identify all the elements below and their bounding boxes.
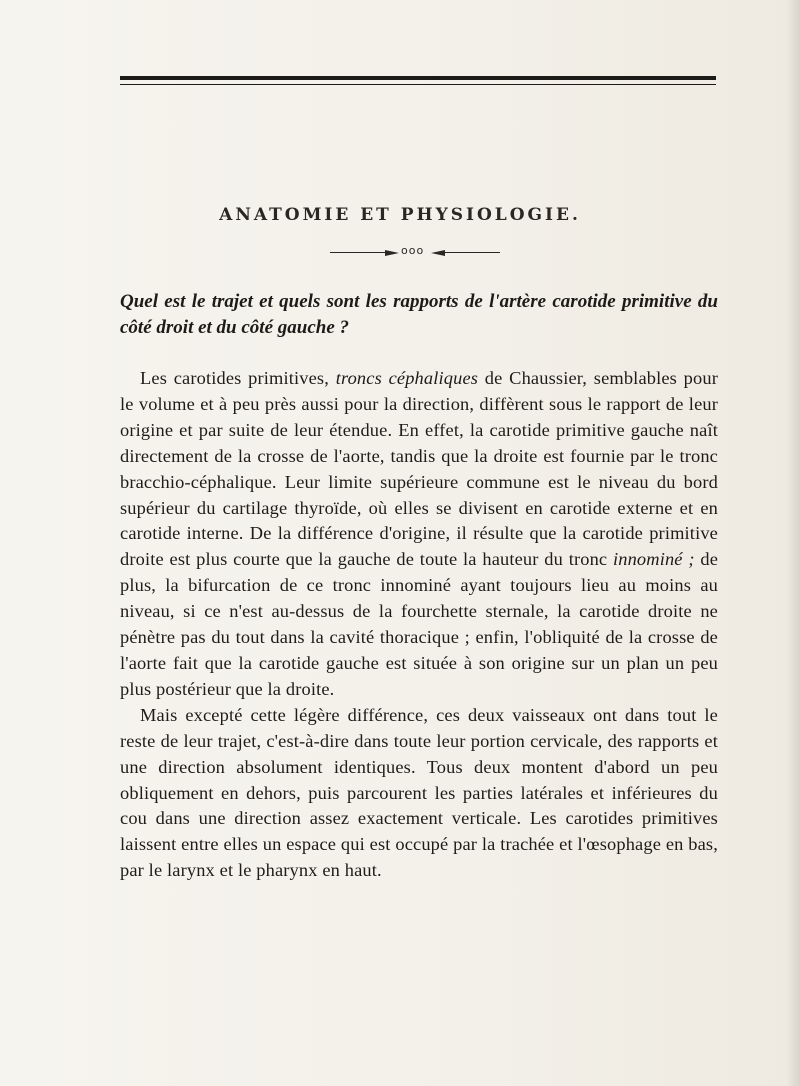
ornament-wedge-left xyxy=(385,250,399,256)
section-heading: ANATOMIE ET PHYSIOLOGIE. xyxy=(219,205,581,225)
body-text xyxy=(120,366,718,884)
top-rule-thick xyxy=(120,76,716,80)
ornament-wedge-right xyxy=(431,250,445,256)
paragraph-2: Mais excepté cette légère différence, ces deux vaisseaux ont dans tout le reste de leur trajet, c'est-à-dire dans toute leur portion cervicale, des rapports et une direction absolument identiques. Tous deux montent d'abord un peu obliquement en dehors, puis parcourent les parties latérales et inférieures du cou dans une direction assez exactement verticale. Les carotides primitives laissent entre elles un espace qui est occupé par la trachée et l'œsophage en bas, par le larynx et le pharynx en haut. xyxy=(120,704,718,881)
ornament-line-right xyxy=(440,252,500,253)
paragraph-1 xyxy=(120,366,718,703)
top-rule-thin xyxy=(120,84,716,85)
paragraph-1-text-a: Les carotides primitives, xyxy=(140,368,336,388)
page-edge-shadow xyxy=(786,0,800,1086)
ornament-dots: ooo xyxy=(401,244,425,257)
paragraph-1-text-b: de Chaussier, semblables pour le volume et à peu près aussi pour la direction, diffèrent sous le rapport de leur origine et par suite de leur étendue. En effet, la carotide primitive gauche naît directement de la crosse de l'aorte, tandis que la droite est fournie par le tronc bracchio-céphalique. Leur limite supérieure commune est le niveau du bord supérieur du cartilage thyroïde, où elles se divisent en carotide externe et en carotide interne. De la différence d'origine, il résulte que la carotide primitive droite est plus courte que la gauche de toute la hauteur du tronc xyxy=(120,368,718,570)
paragraph-1-italic-b: innominé ; xyxy=(612,549,695,570)
question-title: Quel est le trajet et quels sont les rapports de l'artère carotide primitive du côté droit et du côté gauche ? xyxy=(120,291,718,338)
paragraph-1-text-c: de plus, la bifurcation de ce tronc innominé ayant toujours lieu au moins au niveau, si ce n'est au-dessus de la fourchette sternale, la carotide droite ne pénètre pas du tout dans la cavité thoracique ; enfin, l'obliquité de la crosse de l'aorte fait que la carotide gauche est située à son origine sur un plan un peu plus postérieur que la droite. xyxy=(120,549,719,699)
ornament-line-left xyxy=(330,252,390,253)
paragraph-1-italic-a: troncs céphaliques xyxy=(335,368,479,388)
decorative-rule-ornament-icon xyxy=(330,244,500,259)
